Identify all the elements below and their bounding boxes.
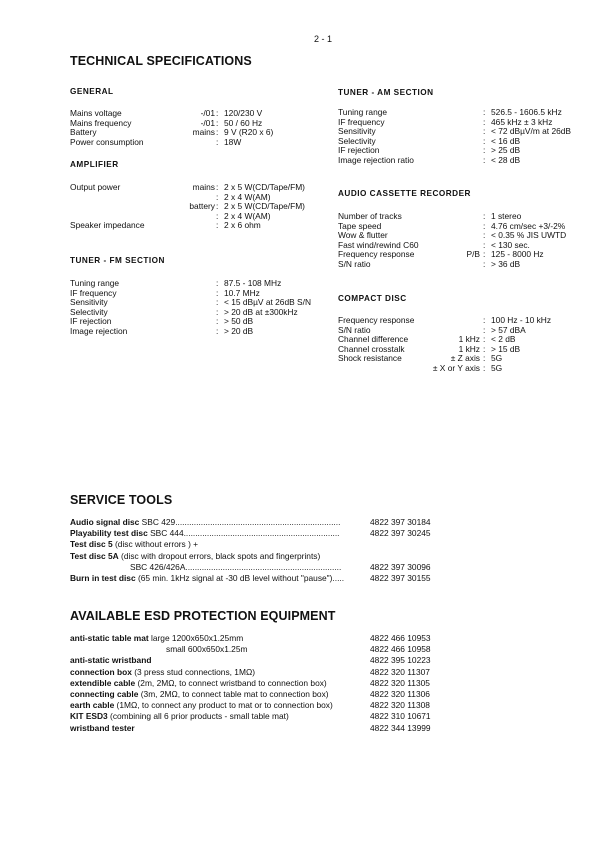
item-name: KIT ESD3 [70,711,108,722]
spec-row [70,138,330,148]
list-item [70,655,490,666]
item-description [70,689,366,700]
fm-heading: TUNER - FM SECTION [70,256,165,265]
list-item [70,551,440,562]
spec-value: 9 V (R20 x 6) [224,127,274,138]
spec-value: 120/230 V [224,108,263,118]
item-name: connection box [70,666,132,677]
list-item [70,539,440,550]
spec-colon: : [216,220,219,231]
spec-row [70,183,330,193]
spec-row [338,316,588,326]
part-number: 4822 466 10953 [370,633,431,643]
spec-label: Tuning range [70,278,120,288]
item-detail: (1MΩ, to connect any product to mat or to connection box) [114,700,333,711]
spec-label: Sensitivity [338,126,376,137]
spec-label: Frequency response [338,315,415,325]
spec-row [70,327,330,337]
item-name: Playability test disc [70,528,148,539]
amplifier-heading: AMPLIFIER [70,160,119,169]
item-description [70,655,366,666]
spec-colon: : [483,362,486,373]
spec-colon: : [216,297,219,308]
list-item [70,562,440,573]
spec-colon: : [483,145,486,156]
spec-value: > 36 dB [491,258,521,269]
part-number: 4822 395 10223 [370,655,431,666]
spec-label: Tuning range [338,107,388,117]
item-detail: (3 press stud connections, 1MΩ) [131,666,255,677]
spec-colon: : [483,154,486,165]
part-number: 4822 397 30184 [370,517,431,527]
spec-value: 465 kHz ± 3 kHz [491,116,553,127]
spec-value: 526.5 - 1606.5 kHz [491,107,562,117]
spec-value: < 0.35 % JIS UWTD [491,230,567,241]
spec-label: S/N ratio [338,258,371,269]
part-number: 4822 320 11305 [370,677,430,688]
item-detail: (65 min. 1kHz signal at -30 dB level without "pause")..... [135,572,345,583]
spec-value: 1 stereo [491,211,522,221]
item-name: Test disc 5 [70,539,113,550]
spec-colon: : [483,258,486,269]
spec-colon: : [483,315,486,325]
cd-table [338,316,588,374]
spec-value: 10.7 MHz [224,287,260,298]
spec-qualifier: mains [192,127,215,138]
spec-colon: : [483,343,486,354]
spec-label: Power consumption [70,136,144,147]
spec-colon: : [216,306,219,317]
spec-label: Image rejection ratio [338,154,414,165]
spec-colon: : [216,316,219,327]
spec-value: 2 x 5 W(CD/Tape/FM) [224,182,305,192]
general-heading: GENERAL [70,87,114,96]
spec-row [70,221,330,231]
part-number: 4822 344 13999 [370,722,431,733]
spec-label: S/N ratio [338,324,371,335]
cassette-heading: AUDIO CASSETTE RECORDER [338,189,471,198]
list-item [70,700,490,711]
spec-label: IF rejection [338,145,380,156]
list-item [70,633,490,644]
spec-value: < 130 sec. [491,239,530,250]
item-detail: large 1200x650x1.25mm [148,633,244,643]
spec-colon: : [483,249,486,260]
item-description [70,517,368,528]
spec-row [338,156,588,166]
amplifier-table [70,183,330,231]
spec-qualifier: P/B [466,249,480,260]
spec-row [338,260,588,270]
spec-value: 125 - 8000 Hz [491,249,544,260]
spec-label: Number of tracks [338,211,402,221]
item-description [130,562,368,573]
list-item [70,528,440,539]
spec-colon: : [483,135,486,146]
spec-colon: : [216,191,219,202]
spec-value: > 20 dB [224,325,254,336]
spec-value: > 15 dB [491,343,521,354]
item-description [70,723,366,734]
spec-value: 2 x 6 ohm [224,220,261,231]
spec-value: 87.5 - 108 MHz [224,278,282,288]
part-number: 4822 320 11307 [370,666,430,677]
spec-label: Tape speed [338,220,382,231]
spec-label: IF frequency [70,287,117,298]
spec-colon: : [483,211,486,221]
spec-label: Mains voltage [70,108,122,118]
spec-colon: : [216,136,219,147]
spec-value: > 25 dB [491,145,521,156]
general-table [70,109,330,147]
spec-colon: : [483,334,486,345]
list-item [70,573,440,584]
service-tools-list [70,517,440,584]
spec-label: IF frequency [338,116,385,127]
item-detail: (3m, 2MΩ, to connect table mat to connection box) [138,688,329,699]
page-title: TECHNICAL SPECIFICATIONS [70,54,252,68]
item-description [70,711,366,722]
spec-colon: : [483,126,486,137]
spec-value: 2 x 4 W(AM) [224,191,271,202]
spec-value: < 72 dBµV/m at 26dB [491,126,572,137]
esd-list [70,633,490,734]
spec-value: 4.76 cm/sec +3/-2% [491,220,566,231]
spec-label: Image rejection [70,325,128,336]
spec-value: < 16 dB [491,135,521,146]
spec-qualifier: -/01 [200,117,215,128]
part-number: 4822 310 10671 [370,711,431,722]
item-description [70,539,368,550]
item-name: connecting cable [70,688,139,699]
item-name: anti-static wristband [70,655,152,666]
spec-label: Output power [70,182,121,192]
esd-heading: AVAILABLE ESD PROTECTION EQUIPMENT [70,609,336,623]
item-detail: SBC 426/426A................................................................... [130,561,342,572]
spec-colon: : [483,116,486,127]
spec-colon: : [483,324,486,335]
list-item [70,711,490,722]
item-name: Burn in test disc [70,572,136,583]
part-number: 4822 397 30245 [370,528,431,539]
spec-value: 2 x 4 W(AM) [224,210,271,221]
item-name: wristband tester [70,722,135,733]
spec-label: Wow & flutter [338,230,388,241]
spec-value: < 2 dB [491,334,516,345]
item-detail: (disc with dropout errors, black spots and fingerprints) [118,550,321,561]
item-name: anti-static table mat [70,633,149,643]
am-heading: TUNER - AM SECTION [338,88,434,97]
item-name: earth cable [70,700,115,711]
item-detail: (2m, 2MΩ, to connect wristband to connection box) [135,677,327,688]
item-description [70,667,366,678]
service-tools-heading: SERVICE TOOLS [70,493,173,507]
item-detail: SBC 444................................................................... [147,528,340,539]
spec-qualifier: 1 kHz [458,334,480,345]
part-number: 4822 320 11308 [370,700,430,711]
list-item [70,667,490,678]
spec-colon: : [216,287,219,298]
spec-colon: : [483,107,486,117]
item-detail: SBC 429....................................................................... [139,517,341,527]
list-item [70,517,440,528]
part-number: 4822 397 30096 [370,561,431,572]
part-number: 4822 466 10958 [370,644,431,655]
spec-colon: : [483,353,486,364]
spec-colon: : [216,182,219,192]
spec-label: Shock resistance [338,353,402,364]
spec-row [338,250,588,260]
part-number: 4822 397 30155 [370,572,431,583]
spec-value: < 15 dBµV at 26dB S/N [224,297,312,308]
spec-colon: : [216,210,219,221]
spec-label: Battery [70,127,97,138]
item-description [70,678,366,689]
spec-colon: : [483,230,486,241]
list-item [70,723,490,734]
list-item [70,644,490,655]
item-name: Test disc 5A [70,550,119,561]
spec-colon: : [216,201,219,212]
spec-value: > 20 dB at ±300kHz [224,306,298,317]
item-name: extendible cable [70,677,136,688]
spec-colon: : [216,278,219,288]
spec-value: > 57 dBA [491,324,526,335]
spec-value: 50 / 60 Hz [224,117,263,128]
spec-value: 5G [491,362,503,373]
spec-label: Selectivity [338,135,376,146]
spec-value: 18W [224,136,242,147]
spec-label: Frequency response [338,249,415,260]
item-description [70,573,368,584]
spec-label: Fast wind/rewind C60 [338,239,419,250]
spec-qualifier: battery [189,201,215,212]
spec-row [338,364,588,374]
spec-value: 2 x 5 W(CD/Tape/FM) [224,201,305,212]
spec-value: < 28 dB [491,154,521,165]
spec-label: Selectivity [70,306,108,317]
spec-label: Channel crosstalk [338,343,405,354]
spec-colon: : [216,117,219,128]
spec-value: 5G [491,353,503,364]
spec-label: Mains frequency [70,117,132,128]
item-detail: (disc without errors ) + [112,539,199,550]
item-description [166,644,366,655]
spec-qualifier: -/01 [200,108,215,118]
spec-colon: : [483,239,486,250]
spec-qualifier: 1 kHz [458,343,480,354]
list-item [70,689,490,700]
spec-colon: : [216,325,219,336]
spec-colon: : [216,127,219,138]
spec-label: IF rejection [70,316,112,327]
item-description [70,633,366,644]
spec-colon: : [483,220,486,231]
cassette-table [338,212,588,270]
page-number: 2 - 1 [314,34,333,44]
list-item [70,678,490,689]
spec-qualifier: ± Z axis [450,353,480,364]
item-description [70,551,368,562]
spec-label: Channel difference [338,334,409,345]
item-description [70,700,366,711]
spec-value: 100 Hz - 10 kHz [491,315,552,325]
spec-qualifier: mains [192,182,215,192]
am-table [338,108,588,166]
item-description [70,528,368,539]
item-detail: (combining all 6 prior products - small table mat) [107,711,289,722]
item-detail: small 600x650x1.25m [166,644,248,655]
spec-qualifier: ± X or Y axis [432,362,480,373]
part-number: 4822 320 11306 [370,688,430,699]
spec-colon: : [216,108,219,118]
spec-label: Sensitivity [70,297,108,308]
spec-label: Speaker impedance [70,220,145,231]
item-name: Audio signal disc [70,517,140,527]
cd-heading: COMPACT DISC [338,294,407,303]
fm-table [70,279,330,337]
spec-row [70,202,330,212]
spec-value: > 50 dB [224,316,254,327]
